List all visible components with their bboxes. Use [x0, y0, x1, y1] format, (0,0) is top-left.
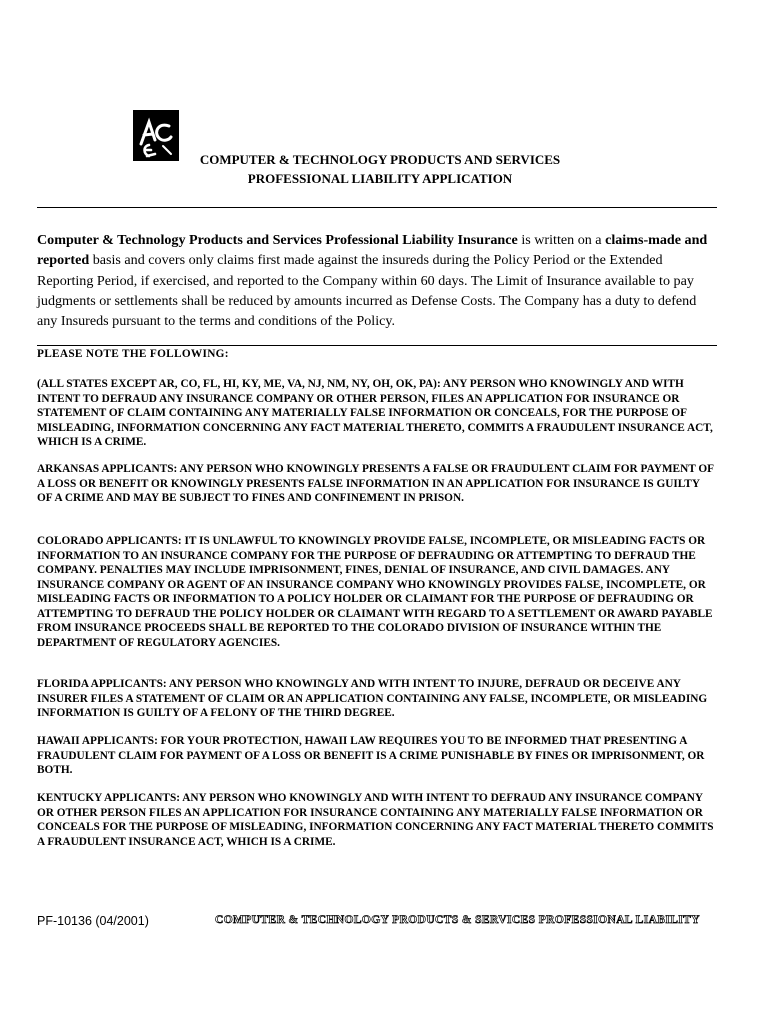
intro-bold-lead: Computer & Technology Products and Services Professional Liability Insurance: [37, 232, 518, 248]
document-title: [180, 150, 580, 188]
notice-hawaii: HAWAII APPLICANTS: FOR YOUR PROTECTION, HAWAII LAW REQUIRES YOU TO BE INFORMED THAT PRESENTING A FRAUDULENT CLAIM FOR PAYMENT OF A LOSS OR BENEFIT IS A CRIME PUNISHABLE BY FINES OR IMPRISONMENT, OR BOTH.: [37, 735, 705, 776]
form-code: PF-10136 (04/2001): [37, 914, 149, 928]
title-line-2: PROFESSIONAL LIABILITY APPLICATION: [247, 171, 513, 186]
intro-text-2: basis and covers only claims first made against the insureds during the Policy Period or the Extended Reporting Period, if exercised, and reported to the Company within 60 days. The Limit of Insurance available to pay judgments or settlements shall be reduced by amounts incurred as Defense Costs. The Company has a duty to defend any Insureds pursuant to the terms and conditions of the Policy.: [37, 252, 697, 330]
notice-arkansas: ARKANSAS APPLICANTS: ANY PERSON WHO KNOWINGLY PRESENTS A FALSE OR FRAUDULENT CLAIM FOR PAYMENT OF A LOSS OR BENEFIT OR KNOWINGLY PRESENTS FALSE INFORMATION IN AN APPLICATION FOR INSURANCE IS GUILTY OF A CRIME AND MAY BE SUBJECT TO FINES AND CONFINEMENT IN PRISON.: [37, 463, 714, 504]
intro-claims-made: claims-made and reported: [37, 232, 708, 269]
header-divider: [37, 207, 717, 208]
title-line-1: COMPUTER & TECHNOLOGY PRODUCTS AND SERVICES: [199, 152, 561, 167]
intro-paragraph: [37, 230, 717, 331]
notice-divider: [37, 345, 717, 346]
notice-florida: FLORIDA APPLICANTS: ANY PERSON WHO KNOWINGLY AND WITH INTENT TO INJURE, DEFRAUD OR DECEIVE ANY INSURER FILES A STATEMENT OF CLAIM OR AN APPLICATION CONTAINING ANY FALSE, INCOMPLETE, OR MISLEADING INFORMATION IS GUILTY OF A FELONY OF THE THIRD DEGREE.: [37, 678, 708, 719]
notice-all-states: (ALL STATES EXCEPT AR, CO, FL, HI, KY, ME, VA, NJ, NM, NY, OH, OK, PA): ANY PERSON WHO KNOWINGLY AND WITH INTENT TO DEFRAUD ANY INSURANCE COMPANY OR OTHER PERSON, FILES AN APPLICATION FOR INSURANCE OR STATEMENT OF CLAIM CONTAINING ANY MATERIALLY FALSE INFORMATION OR CONCEALS, FOR THE PURPOSE OF MISLEADING, INFORMATION CONCERNING ANY FACT MATERIAL THERETO, COMMITS A FRAUDULENT INSURANCE ACT, WHICH IS A CRIME.: [37, 378, 713, 448]
notice-colorado: COLORADO APPLICANTS: IT IS UNLAWFUL TO KNOWINGLY PROVIDE FALSE, INCOMPLETE, OR MISLEADING FACTS OR INFORMATION TO AN INSURANCE COMPANY FOR THE PURPOSE OF DEFRAUDING OR ATTEMPTING TO DEFRAUD THE COMPANY. PENALTIES MAY INCLUDE IMPRISONMENT, FINES, DENIAL OF INSURANCE, AND CIVIL DAMAGES. ANY INSURANCE COMPANY OR AGENT OF AN INSURANCE COMPANY WHO KNOWINGLY PROVIDES FALSE, INCOMPLETE, OR MISLEADING FACTS OR INFORMATION TO A POLICY HOLDER OR CLAIMANT FOR THE PURPOSE OF DEFRAUDING OR ATTEMPTING TO DEFRAUD THE POLICY HOLDER OR CLAIMANT WITH REGARD TO A SETTLEMENT OR AWARD PAYABLE FROM INSURANCE PROCEEDS SHALL BE REPORTED TO THE COLORADO DIVISION OF INSURANCE WITHIN THE DEPARTMENT OF REGULATORY AGENCIES.: [37, 535, 713, 649]
ace-logo-icon: [133, 110, 179, 161]
note-heading: PLEASE NOTE THE FOLLOWING:: [37, 348, 229, 360]
footer-form-title: COMPUTER & TECHNOLOGY PRODUCTS & SERVICES PROFESSIONAL LIABILITY: [215, 914, 700, 926]
notice-kentucky: KENTUCKY APPLICANTS: ANY PERSON WHO KNOWINGLY AND WITH INTENT TO DEFRAUD ANY INSURANCE COMPANY OR OTHER PERSON FILES AN APPLICATION FOR INSURANCE CONTAINING ANY MATERIALLY FALSE INFORMATION OR CONCEALS FOR THE PURPOSE OF MISLEADING, INFORMATION CONCERNING ANY FACT MATERIAL THERETO COMMITS A FRAUDULENT INSURANCE ACT, WHICH IS A CRIME.: [37, 792, 714, 848]
intro-text-1: is written on a: [517, 232, 606, 248]
